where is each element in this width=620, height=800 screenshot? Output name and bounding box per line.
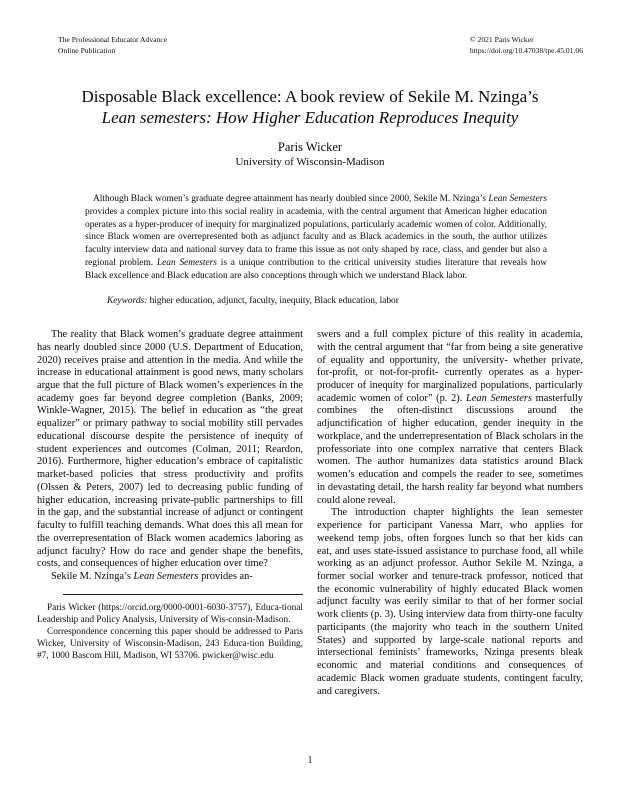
- paragraph-segment: provides an-: [198, 570, 253, 582]
- paper-title: [37, 87, 583, 128]
- footnote-separator: [63, 594, 303, 595]
- abstract-segment: Although Black women’s graduate degree attainment has nearly doubled since 2000, Sekile M. Nzinga’s: [93, 193, 489, 204]
- book-title-italic: Lean Semesters: [465, 392, 532, 404]
- paper-title-book-name: Lean semesters: How Higher Education Reproduces Inequity: [101, 107, 519, 127]
- body-paragraph: [37, 571, 303, 584]
- publication-type: Online Publication: [58, 46, 116, 55]
- doi-line: https://doi.org/10.47038/tpe.45.01.06: [469, 46, 583, 55]
- left-column: [37, 329, 303, 698]
- author-note-correspondence: Correspondence concerning this paper should be addressed to Paris Wicker, University of Wisconsin-Madison, 243 Educa-tion Building, #7, 1000 Bascom Hill, Madison, WI 53706. pwicker@wisc.edu: [37, 626, 303, 662]
- abstract-segment: is a unique contribution to the critical university studies literature that reveals how Black excellence and Black education are also conceptions through which we understand Black labor.: [85, 258, 547, 282]
- right-column: [317, 329, 583, 698]
- paper-title-line1: Disposable Black excellence: A book review of Sekile M. Nzinga’s: [81, 87, 539, 106]
- paragraph-segment: swers and a full complex picture of this reality in academia, with the central argument that “far from being a site generative of equality and opportunity, the university- whether private, for-profit, or not-for-profit- currently operates as a hyper-producer of inequity for marginalized populations, particularly academic women of color” (p. 2).: [317, 329, 583, 404]
- copyright-line: © 2021 Paris Wicker: [469, 35, 534, 44]
- body-paragraph: The introduction chapter highlights the lean semester experience for participant Vanessa Marr, who applies for weekend temp jobs, often forgoes lunch so that her kids can eat, and uses state-issued assistance to purchase food, all while working as an adjunct professor. Author Sekile M. Nzinga, a former social worker and tenure-track professor, noticed that the economic vulnerability of highly educated Black women adjunct faculty was eerily similar to that of her former social work clients (p. 3). Using interview data from thirty-one faculty participants (the majority who teach in the southern United States) and supported by large-scale national reports and intersectional feminists’ frameworks, Nzinga presents bleak economic and material conditions and consequences of academic Black women graduate students, contingent faculty, and caregivers.: [317, 507, 583, 697]
- abstract: [85, 193, 547, 283]
- paragraph-segment: Sekile M. Nzinga’s: [51, 570, 134, 582]
- body-columns: [37, 329, 583, 698]
- page-number: 1: [307, 755, 313, 766]
- journal-info: [58, 34, 167, 56]
- book-title-italic: Lean Semesters: [488, 193, 547, 204]
- author-note-affiliation: Paris Wicker (https://orcid.org/0000-0001-6030-3757), Educa-tional Leadership and Policy Analysis, University of Wis-consin-Madison.: [37, 602, 303, 625]
- body-paragraph: The reality that Black women’s graduate degree attainment has nearly doubled since 2000 (U.S. Department of Education, 2020) receives praise and attention in the media. And while the increase in educational attainment is good news, many scholars argue that the full picture of Black women’s experiences in the academy goes far beyond degree completion (Banks, 2009; Winkle-Wagner, 2015). The belief in education as “the great equalizer” or primary pathway to social mobility still pervades educational discourse despite the persistence of inequity of student experiences and outcomes (Colman, 2011; Reardon, 2016). Furthermore, higher education’s embrace of capitalistic market-based policies that stress productivity and profits (Olssen & Peters, 2007) led to decreasing public funding of higher education, increasing private-public partnerships to fill in the gap, and the substantial increase of adjunct or contingent faculty to fulfill teaching demands. What does this all mean for the overrepresentation of Black women academics laboring as adjunct faculty? How do race and gender shape the benefits, costs, and consequences of higher education over time?: [37, 329, 303, 570]
- paragraph-segment: masterfully combines the often-distinct discussions around the adjunctification of higher education, gender inequity in the workplace, and the underrepresentation of Black scholars in the professoriate into one complex narrative that centers Black women. The author humanizes data statistics around Black women’s education and compels the reader to see, sometimes in devastating detail, the harsh reality far beyond what numbers could alone reveal.: [317, 392, 583, 506]
- copyright-info: [470, 34, 583, 56]
- book-title-italic: Lean Semesters: [156, 258, 217, 269]
- author-affiliation: University of Wisconsin-Madison: [235, 156, 385, 169]
- book-title-italic: Lean Semesters: [133, 570, 199, 582]
- keywords-label: Keywords:: [107, 296, 148, 307]
- body-paragraph: [317, 329, 583, 507]
- author-name: Paris Wicker: [277, 140, 343, 155]
- keywords-text: higher education, adjunct, faculty, inequity, Black education, labor: [147, 296, 399, 307]
- abstract-segment: provides a complex picture into this social reality in academia, with the central argument that American higher education operates as a hyper-producer of inequity for marginalized populations, particularly academic women of color. Additionally, since Black women are overrepresented both as adjunct faculty and as Black academics in the south, the author utilizes faculty interview data and national survey data to frame this issue as not only shaped by race, class, and gender but also a regional problem.: [85, 206, 547, 269]
- author-note: [37, 602, 303, 662]
- running-head: [58, 34, 583, 56]
- journal-name: The Professional Educator Advance: [58, 35, 168, 44]
- keywords-line: [85, 295, 547, 308]
